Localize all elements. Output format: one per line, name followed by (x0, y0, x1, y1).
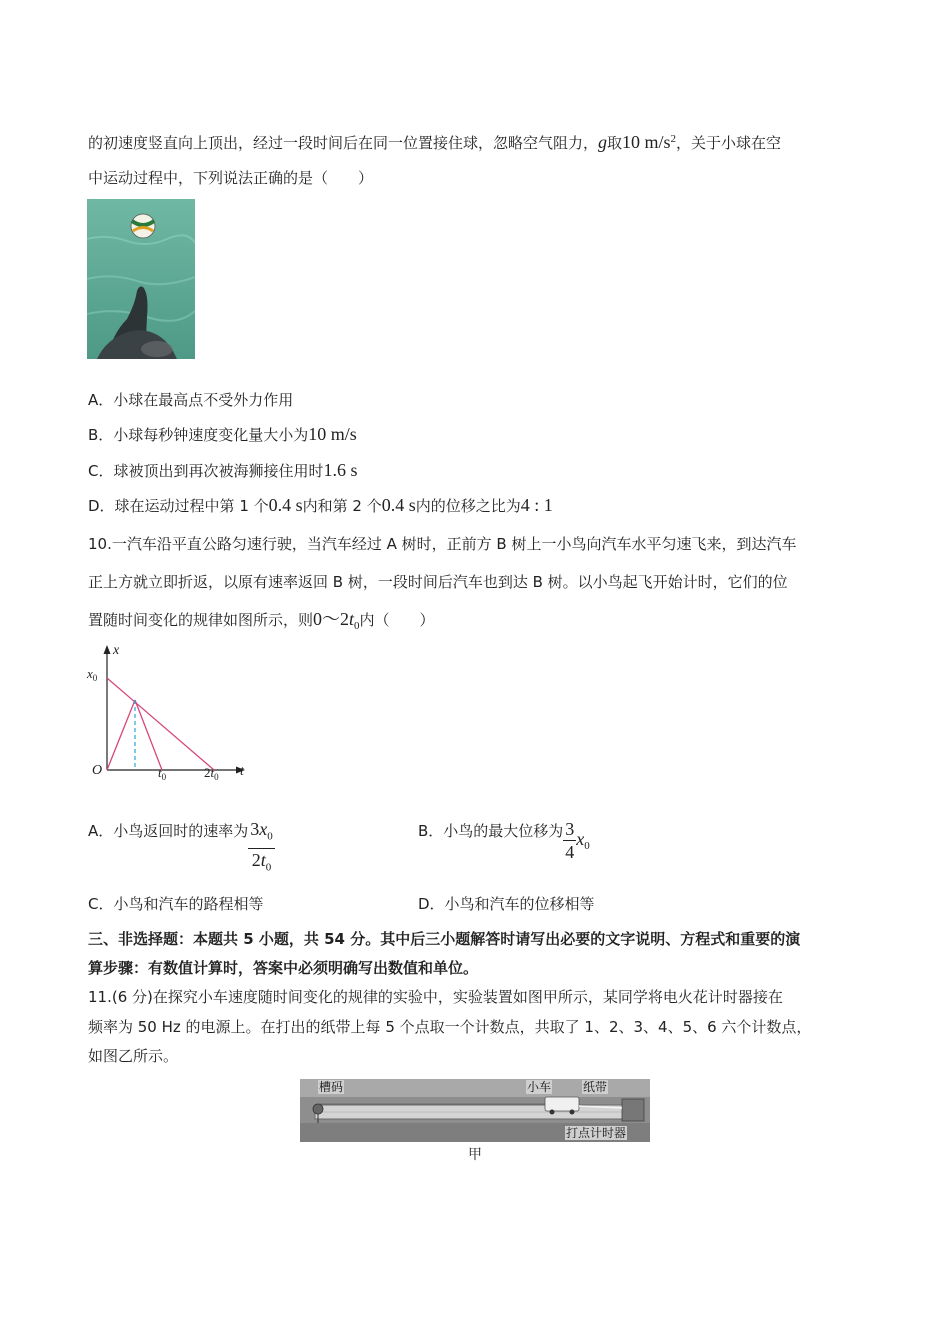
x-t-graph (80, 640, 250, 790)
q10-option-b-var: x (576, 829, 585, 849)
label-weight: 槽码 (319, 1080, 344, 1094)
q9-option-d[interactable] (88, 494, 553, 517)
t0-label: $t_0$ (158, 765, 167, 782)
bird-return-line (135, 700, 162, 770)
q10-stem-line-2: 正上方就立即折返，以原有速率返回 B 树，一段时间后汽车也到达 B 树。以小鸟起飞开始计时，它们的位 (88, 573, 788, 591)
q10-option-a-text: A．小鸟返回时的速率为 (88, 822, 249, 840)
q10-range-sub: 0 (354, 620, 360, 632)
q10-option-b[interactable] (418, 818, 590, 863)
label-tape: 纸带 (583, 1080, 608, 1094)
q10-stem-line-1: 10.一汽车沿平直公路匀速行驶，当汽车经过 A 树时，正前方 B 树上一小鸟向汽车水平匀速飞来，到达汽车 (88, 535, 797, 553)
q11-stem-line-2: 频率为 50 Hz 的电源上。在打出的纸带上每 5 个点取一个计数点，共取了 1、2、3、4、5、6 六个计数点， (88, 1018, 812, 1036)
q11-stem-line-1: 11.(6 分)在探究小车速度随时间变化的规律的实验中，实验装置如图甲所示，某同学将电火花计时器接在 (88, 988, 783, 1006)
q10-option-d[interactable]: D．小鸟和汽车的位移相等 (418, 895, 595, 913)
q9-stem-text-end: ，关于小球在空 (676, 134, 782, 152)
q10-option-b-sub: 0 (584, 840, 590, 852)
y-axis-arrow (104, 645, 111, 654)
q9-option-d-pre: D．球在运动过程中第 1 个 (88, 497, 269, 515)
bird-outbound-line (107, 700, 135, 770)
gravity-exponent: 2 (670, 133, 677, 145)
q10-option-b-text: B．小鸟的最大位移为 (418, 822, 564, 840)
label-timer: 打点计时器 (566, 1126, 627, 1140)
gravity-value: 10 m/s (622, 132, 671, 152)
gravity-symbol: g (598, 132, 608, 152)
q9-option-d-post: 内的位移之比为 (415, 497, 521, 515)
q10-stem-line-3 (88, 608, 435, 637)
q9-option-c[interactable] (88, 459, 358, 482)
q9-option-b-text: B．小球每秒钟速度变化量大小为 (88, 426, 309, 444)
x-axis-label: t (240, 764, 244, 779)
q9-option-d-m2: 0.4 s (381, 495, 416, 515)
q11-stem-line-3: 如图乙所示。 (88, 1047, 179, 1065)
apparatus-photo (300, 1079, 650, 1142)
q10-option-a-fraction: $\frac{3x_0}{2t_0}$ (250, 819, 273, 874)
q9-stem-line-2: 中运动过程中，下列说法正确的是（ ） (88, 169, 374, 187)
q9-option-b-math: 10 m/s (308, 424, 357, 444)
q10-stem-end: 内（ ） (359, 611, 435, 629)
q10-stem-text: 置随时间变化的规律如图所示，则 (88, 611, 314, 629)
q9-option-b[interactable] (88, 423, 357, 446)
apparatus-caption: 甲 (468, 1147, 482, 1163)
q10-range-var: t (349, 609, 355, 629)
q9-stem-line-1 (88, 128, 781, 154)
x0-label: $x_0$ (87, 666, 98, 683)
sea-lion-photo (87, 199, 195, 359)
q10-option-b-fraction: $\frac{3}{4}$ (565, 819, 575, 862)
origin-label: O (92, 763, 103, 778)
q9-option-d-ratio: 4 : 1 (520, 495, 553, 515)
label-cart: 小车 (527, 1080, 552, 1094)
q10-option-a[interactable] (88, 818, 275, 878)
q10-option-c[interactable]: C．小鸟和汽车的路程相等 (88, 895, 264, 913)
q9-option-c-math: 1.6 s (323, 460, 358, 480)
q9-option-c-text: C．球被顶出到再次被海狮接住用时 (88, 462, 324, 480)
y-axis-label: x (113, 643, 120, 658)
q9-stem-text-mid: 取 (607, 134, 623, 152)
q10-range-math: 0～2 (313, 609, 350, 629)
q9-option-d-m1: 0.4 s (268, 495, 303, 515)
q9-option-d-mid: 内和第 2 个 (302, 497, 382, 515)
q9-stem-text: 的初速度竖直向上顶出，经过一段时间后在同一位置接住球，忽略空气阻力， (88, 134, 599, 152)
q9-option-a[interactable]: A．小球在最高点不受外力作用 (88, 391, 294, 409)
section-3-heading-line-1: 三、非选择题：本题共 5 小题，共 54 分。其中后三小题解答时请写出必要的文字说明、方程式和重要的演 (88, 930, 801, 948)
two-t0-label: $2t_0$ (204, 765, 219, 782)
section-3-heading-line-2: 算步骤：有数值计算时，答案中必须明确写出数值和单位。 (88, 959, 479, 977)
car-line (107, 678, 214, 770)
